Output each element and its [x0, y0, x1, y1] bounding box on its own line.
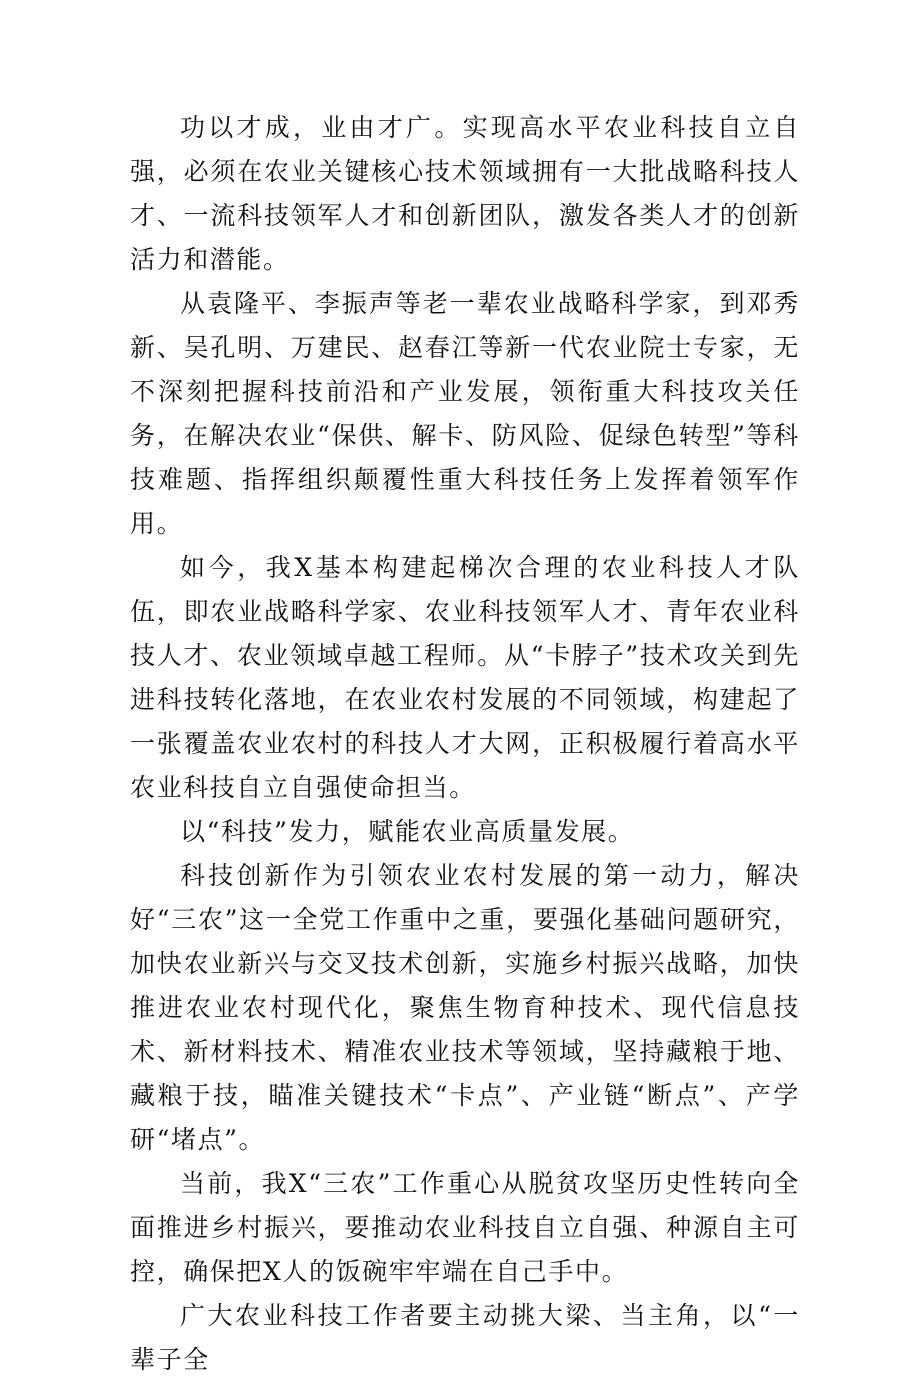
- paragraph-6: 当前，我X“三农”工作重心从脱贫攻坚历史性转向全面推进乡村振兴，要推动农业科技自立自强、种源自主可控，确保把X人的饭碗牢牢端在自己手中。: [130, 1169, 800, 1286]
- document-body: [130, 106, 800, 1382]
- paragraph-3: 如今，我X基本构建起梯次合理的农业科技人才队伍，即农业战略科学家、农业科技领军人才、青年农业科技人才、农业领域卓越工程师。从“卡脖子”技术攻关到先进科技转化落地，在农业农村发展的不同领域，构建起了一张覆盖农业农村的科技人才大网，正积极履行着高水平农业科技自立自强使命担当。: [130, 553, 800, 802]
- paragraph-5: 科技创新作为引领农业农村发展的第一动力，解决好“三农”这一全党工作重中之重，要强化基础问题研究，加快农业新兴与交叉技术创新，实施乡村振兴战略，加快推进农业农村现代化，聚焦生物育种技术、现代信息技术、新材料技术、精准农业技术等领域，坚持藏粮于地、藏粮于技，瞄准关键技术“卡点”、产业链“断点”、产学研“堵点”。: [130, 861, 800, 1154]
- paragraph-1: 功以才成，业由才广。实现高水平农业科技自立自强，必须在农业关键核心技术领域拥有一大批战略科技人才、一流科技领军人才和创新团队，激发各类人才的创新活力和潜能。: [130, 113, 800, 274]
- paragraph-2: 从袁隆平、李振声等老一辈农业战略科学家，到邓秀新、吴孔明、万建民、赵春江等新一代农业院士专家，无不深刻把握科技前沿和产业发展，领衔重大科技攻关任务，在解决农业“保供、解卡、防风险、促绿色转型”等科技难题、指挥组织颠覆性重大科技任务上发挥着领军作用。: [130, 289, 800, 538]
- paragraph-7: 广大农业科技工作者要主动挑大梁、当主角，以“一辈子全: [130, 1301, 800, 1374]
- paragraph-4: 以“科技”发力，赋能农业高质量发展。: [180, 817, 635, 846]
